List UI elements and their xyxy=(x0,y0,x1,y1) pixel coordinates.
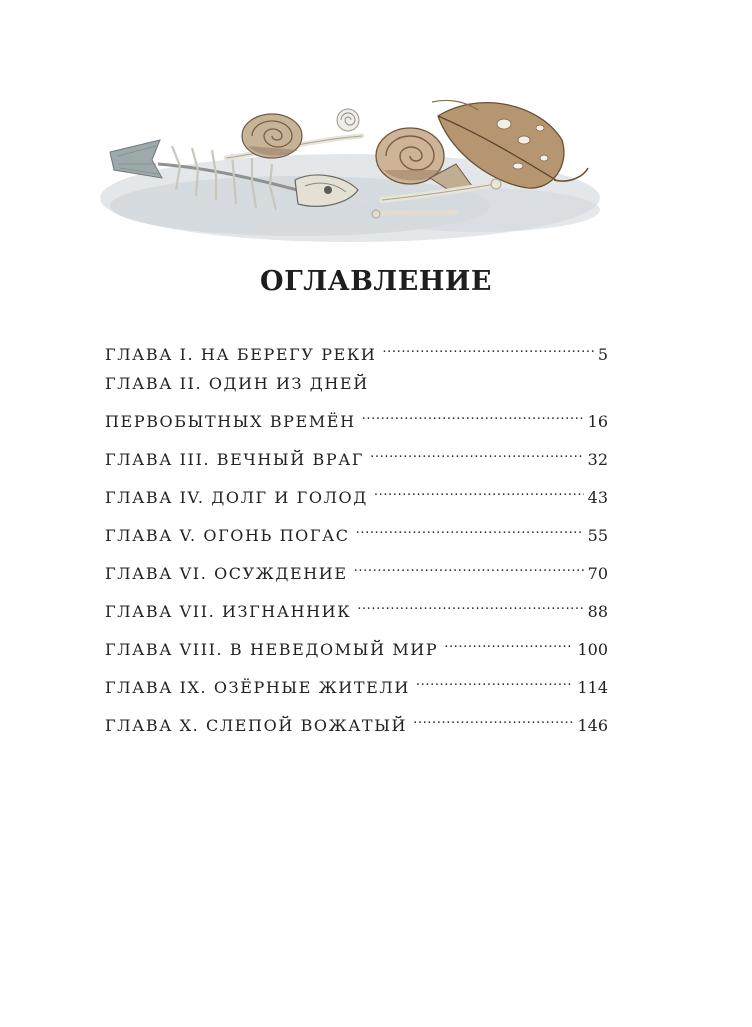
dot-leader xyxy=(413,702,573,731)
toc-entry-page: 16 xyxy=(587,412,608,431)
dot-leader xyxy=(382,331,593,360)
still-life-shells-fish-skeleton-leaf-icon xyxy=(100,80,620,250)
toc-entry-label: ГЛАВА I. НА БЕРЕГУ РЕКИ xyxy=(105,345,377,364)
toc-entry-page: 43 xyxy=(587,488,608,507)
toc-entry-label: ГЛАВА X. СЛЕПОЙ ВОЖАТЫЙ xyxy=(105,716,408,735)
toc-entry xyxy=(105,550,608,588)
dot-leader xyxy=(357,588,583,617)
toc-entry-page: 70 xyxy=(587,564,608,583)
toc-entry xyxy=(105,436,608,474)
toc-entry-label: ГЛАВА IV. ДОЛГ И ГОЛОД xyxy=(105,488,368,507)
dot-leader xyxy=(354,550,584,579)
toc-entry-page: 88 xyxy=(587,602,608,621)
toc-entry-page: 100 xyxy=(577,640,608,659)
toc-entry-label: ПЕРВОБЫТНЫХ ВРЕМЁН xyxy=(105,412,356,431)
dot-leader xyxy=(356,512,584,541)
dot-leader xyxy=(444,626,573,655)
toc-entry-page: 55 xyxy=(587,526,608,545)
toc-entry-label: ГЛАВА VI. ОСУЖДЕНИЕ xyxy=(105,564,348,583)
dot-leader xyxy=(374,474,584,503)
toc-entry xyxy=(105,626,608,664)
dot-leader xyxy=(416,664,574,693)
toc-entry-label: ГЛАВА IX. ОЗЁРНЫЕ ЖИТЕЛИ xyxy=(105,678,410,697)
toc-entry xyxy=(105,702,608,740)
toc-entry-page: 32 xyxy=(587,450,608,469)
toc-entry-label: ГЛАВА VIII. В НЕВЕДОМЫЙ МИР xyxy=(105,640,439,659)
table-of-contents xyxy=(105,331,608,740)
toc-entry-page: 114 xyxy=(577,678,608,697)
toc-entry xyxy=(105,369,608,436)
page-title: ОГЛАВЛЕНИЕ xyxy=(260,266,492,297)
toc-entry-page: 5 xyxy=(597,345,608,364)
toc-entry-label: ГЛАВА VII. ИЗГНАННИК xyxy=(105,602,352,621)
toc-entry-page: 146 xyxy=(577,716,608,735)
toc-entry xyxy=(105,588,608,626)
toc-entry xyxy=(105,474,608,512)
toc-entry-label-first-line: ГЛАВА II. ОДИН ИЗ ДНЕЙ xyxy=(105,374,369,393)
toc-entry xyxy=(105,331,608,369)
dot-leader xyxy=(370,436,584,465)
dot-leader xyxy=(362,398,584,427)
toc-entry-label: ГЛАВА V. ОГОНЬ ПОГАС xyxy=(105,526,350,545)
toc-entry-label: ГЛАВА III. ВЕЧНЫЙ ВРАГ xyxy=(105,450,365,469)
toc-entry xyxy=(105,512,608,550)
toc-entry xyxy=(105,664,608,702)
